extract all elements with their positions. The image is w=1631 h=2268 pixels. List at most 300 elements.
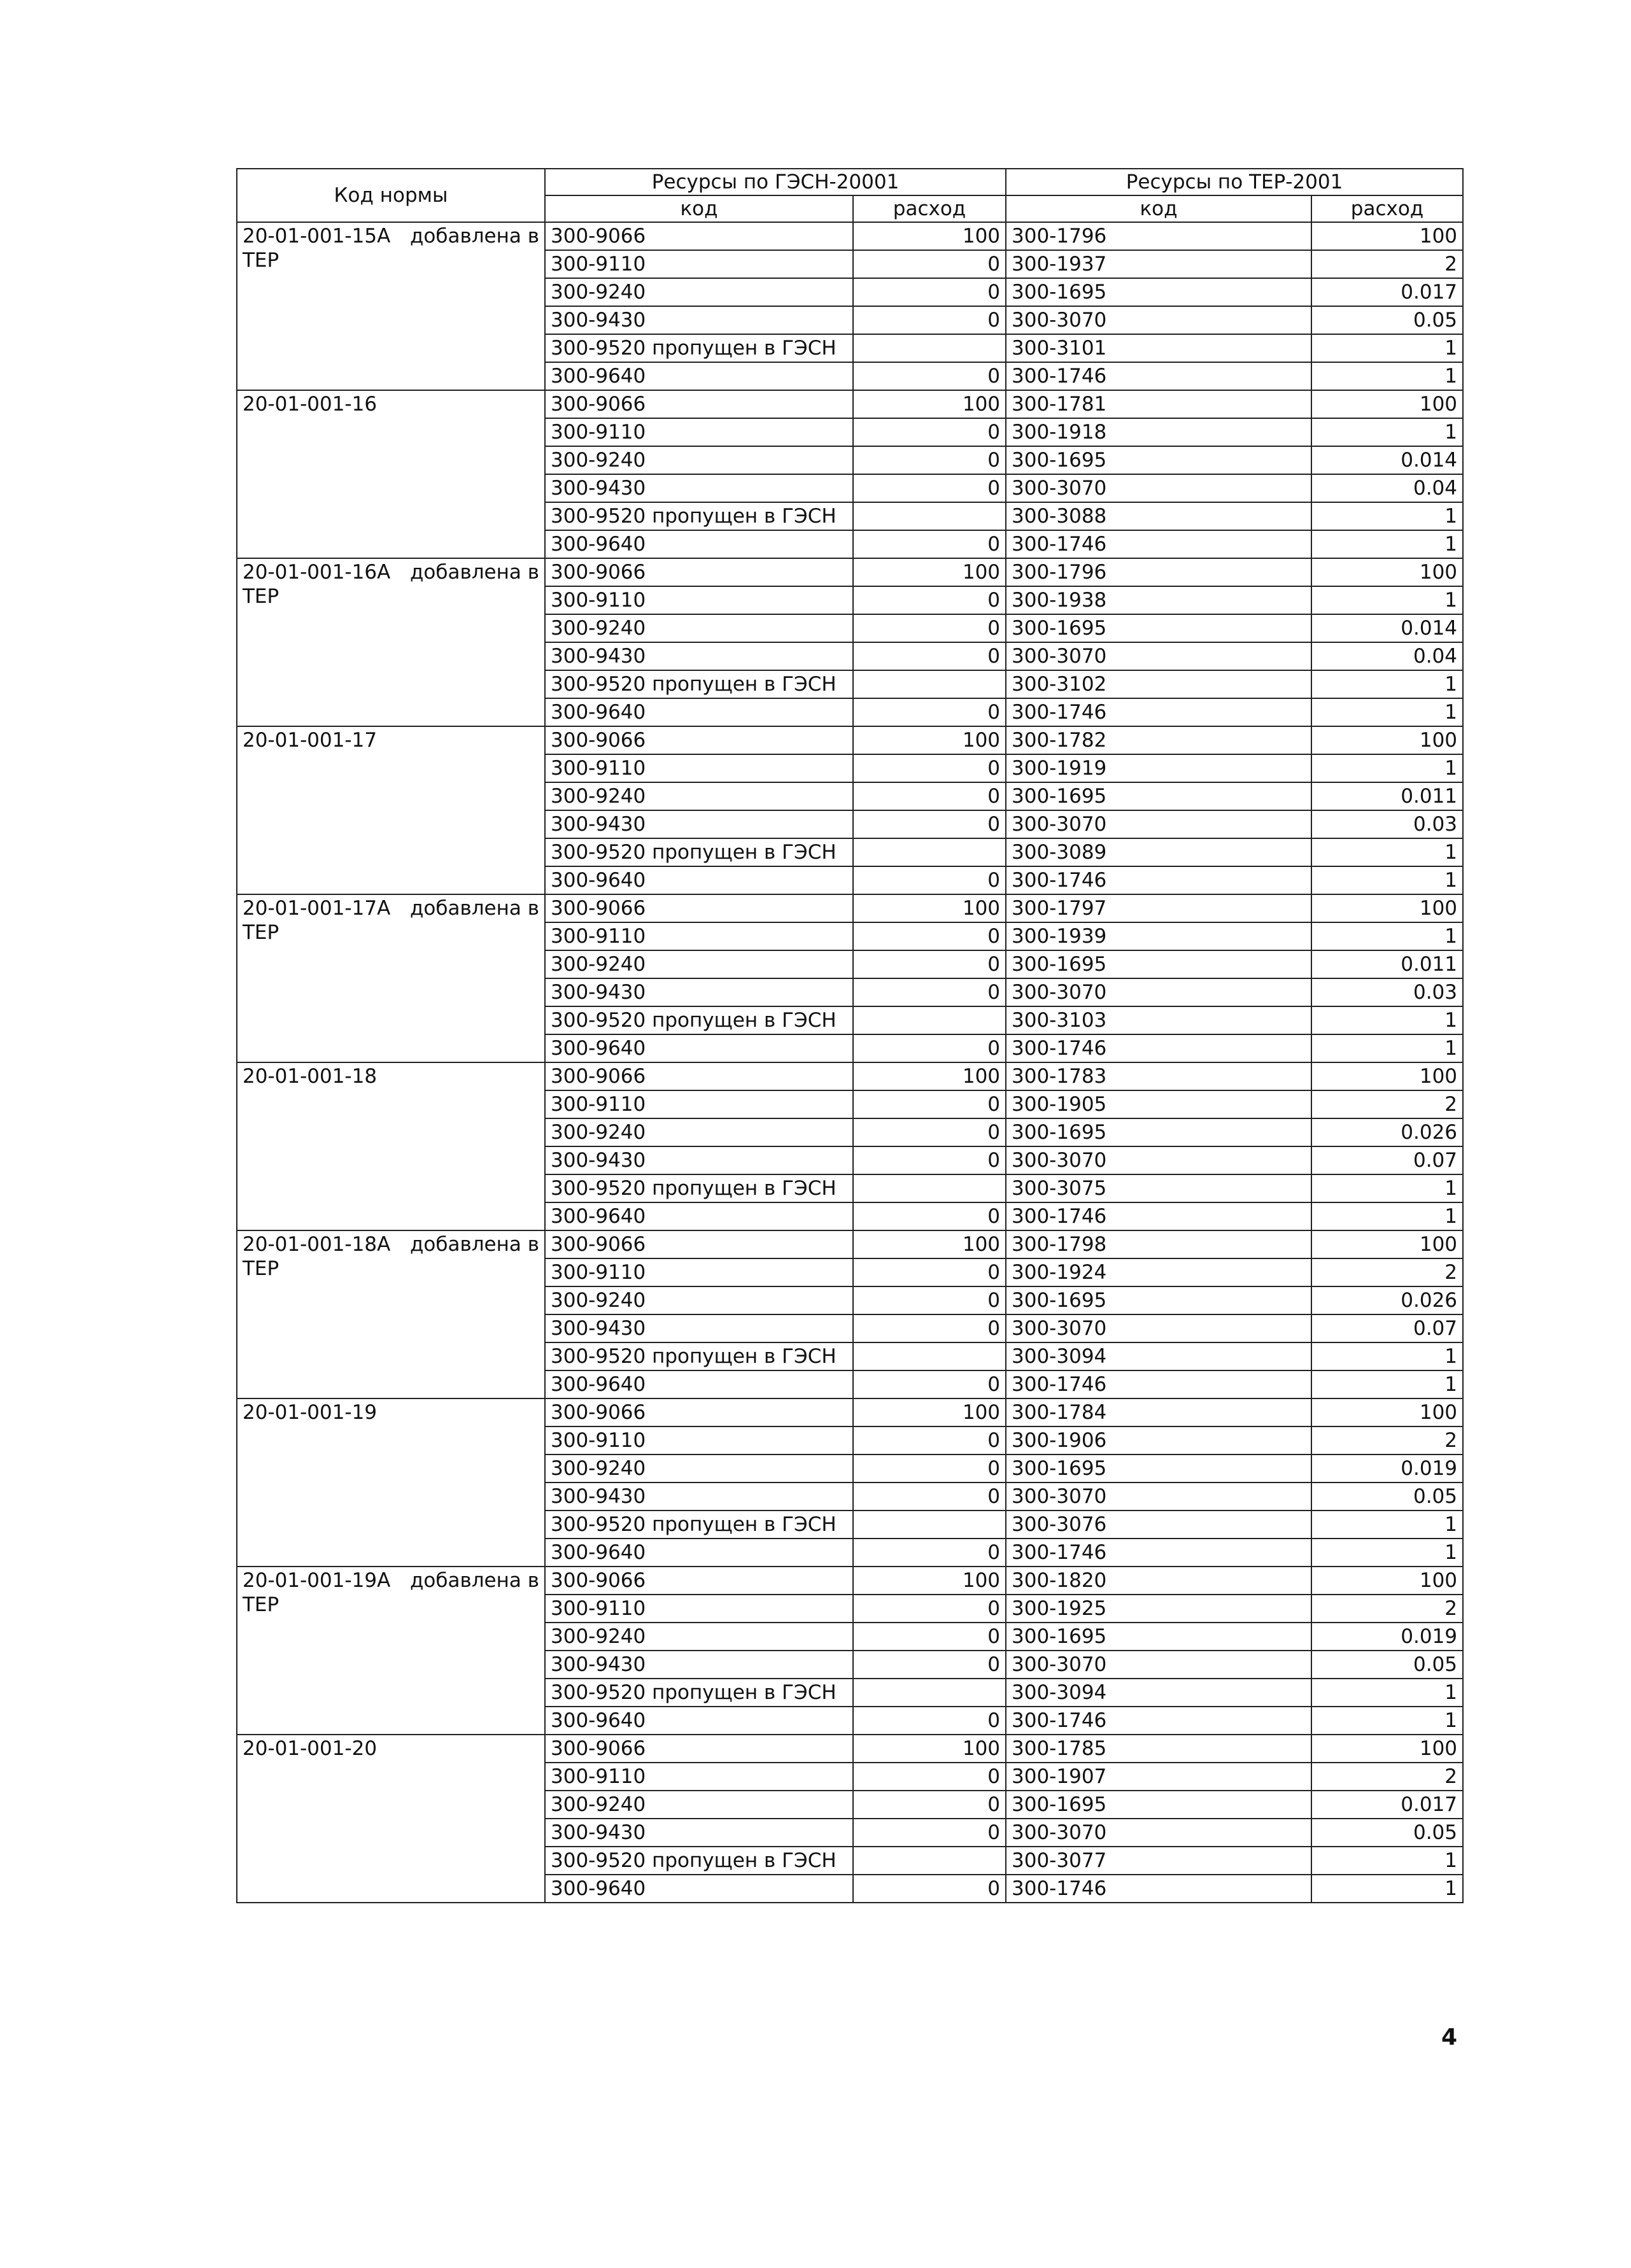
gesn-consumption-cell: 0 xyxy=(853,474,1006,502)
gesn-consumption-cell xyxy=(853,1679,1006,1707)
gesn-consumption-cell: 0 xyxy=(853,1202,1006,1230)
gesn-consumption-cell: 0 xyxy=(853,1370,1006,1398)
gesn-code-cell: 300-9640 xyxy=(545,530,853,558)
ter-consumption-cell: 1 xyxy=(1311,1679,1463,1707)
ter-code-cell: 300-3070 xyxy=(1006,1651,1311,1679)
gesn-consumption-cell: 0 xyxy=(853,810,1006,838)
ter-consumption-cell: 1 xyxy=(1311,1174,1463,1202)
norm-code: 20-01-001-20 xyxy=(243,1737,378,1760)
gesn-code-cell: 300-9240 xyxy=(545,1286,853,1314)
ter-code-cell: 300-3070 xyxy=(1006,306,1311,334)
gesn-code-cell: 300-9066 xyxy=(545,726,853,754)
gesn-consumption-cell: 0 xyxy=(853,1651,1006,1679)
gesn-code-cell: 300-9110 xyxy=(545,922,853,950)
norm-code-cell xyxy=(237,1230,545,1398)
gesn-consumption-cell: 0 xyxy=(853,250,1006,278)
gesn-consumption-cell: 0 xyxy=(853,1090,1006,1118)
table-row xyxy=(237,894,1463,922)
ter-consumption-cell: 2 xyxy=(1311,1595,1463,1623)
gesn-code-cell: 300-9110 xyxy=(545,418,853,446)
ter-consumption-cell: 100 xyxy=(1311,1735,1463,1763)
gesn-consumption-cell: 0 xyxy=(853,866,1006,894)
gesn-code-cell: 300-9640 xyxy=(545,1707,853,1735)
gesn-code-cell: 300-9640 xyxy=(545,866,853,894)
ter-code-cell: 300-1695 xyxy=(1006,446,1311,474)
gesn-code-cell: 300-9640 xyxy=(545,698,853,726)
ter-code-cell: 300-1937 xyxy=(1006,250,1311,278)
ter-consumption-cell: 0.019 xyxy=(1311,1454,1463,1483)
ter-consumption-cell: 1 xyxy=(1311,1202,1463,1230)
ter-code-cell: 300-3077 xyxy=(1006,1847,1311,1875)
norm-line xyxy=(243,560,539,584)
gesn-code-cell: 300-9640 xyxy=(545,1370,853,1398)
gesn-code-cell: 300-9066 xyxy=(545,1062,853,1090)
norm-line xyxy=(243,1736,539,1761)
ter-consumption-cell: 1 xyxy=(1311,1707,1463,1735)
ter-code-cell: 300-1782 xyxy=(1006,726,1311,754)
ter-code-cell: 300-1746 xyxy=(1006,698,1311,726)
gesn-consumption-cell xyxy=(853,838,1006,866)
ter-code-cell: 300-1798 xyxy=(1006,1230,1311,1258)
ter-code-cell: 300-1746 xyxy=(1006,1539,1311,1567)
ter-consumption-cell: 0.011 xyxy=(1311,950,1463,978)
gesn-consumption-cell: 0 xyxy=(853,1819,1006,1847)
norm-note: добавлена в xyxy=(409,561,539,584)
ter-code-cell: 300-1746 xyxy=(1006,530,1311,558)
gesn-code-cell: 300-9240 xyxy=(545,1791,853,1819)
gesn-consumption-cell: 0 xyxy=(853,698,1006,726)
gesn-code-cell: 300-9520 пропущен в ГЭСН xyxy=(545,1511,853,1539)
gesn-code-cell: 300-9240 xyxy=(545,614,853,642)
ter-consumption-cell: 0.05 xyxy=(1311,1483,1463,1511)
gesn-code-cell: 300-9110 xyxy=(545,1090,853,1118)
ter-consumption-cell: 0.05 xyxy=(1311,1819,1463,1847)
gesn-consumption-cell: 0 xyxy=(853,922,1006,950)
gesn-code-cell: 300-9240 xyxy=(545,782,853,810)
gesn-consumption-cell: 0 xyxy=(853,1595,1006,1623)
ter-code-cell: 300-1695 xyxy=(1006,1286,1311,1314)
header-ter-consumption: расход xyxy=(1311,195,1463,222)
norm-note: добавлена в xyxy=(409,225,539,248)
gesn-code-cell: 300-9066 xyxy=(545,1735,853,1763)
gesn-code-cell: 300-9430 xyxy=(545,1651,853,1679)
ter-consumption-cell: 0.03 xyxy=(1311,810,1463,838)
ter-code-cell: 300-1905 xyxy=(1006,1090,1311,1118)
gesn-code-cell: 300-9066 xyxy=(545,1230,853,1258)
norm-code: 20-01-001-19 xyxy=(243,1401,378,1424)
norm-line xyxy=(243,728,539,752)
norm-code-cell xyxy=(237,894,545,1062)
ter-code-cell: 300-1919 xyxy=(1006,754,1311,782)
gesn-consumption-cell: 100 xyxy=(853,1735,1006,1763)
gesn-consumption-cell: 0 xyxy=(853,1791,1006,1819)
gesn-code-cell: 300-9430 xyxy=(545,1146,853,1174)
gesn-code-cell: 300-9430 xyxy=(545,810,853,838)
gesn-code-cell: 300-9066 xyxy=(545,894,853,922)
ter-consumption-cell: 0.04 xyxy=(1311,642,1463,670)
header-ter-resources: Ресурсы по ТЕР-2001 xyxy=(1006,169,1463,195)
gesn-consumption-cell xyxy=(853,1511,1006,1539)
gesn-code-cell: 300-9640 xyxy=(545,1539,853,1567)
norm-code-cell xyxy=(237,1398,545,1567)
ter-code-cell: 300-1784 xyxy=(1006,1398,1311,1426)
ter-code-cell: 300-3089 xyxy=(1006,838,1311,866)
ter-code-cell: 300-1796 xyxy=(1006,558,1311,586)
ter-code-cell: 300-3094 xyxy=(1006,1342,1311,1370)
ter-consumption-cell: 0.026 xyxy=(1311,1286,1463,1314)
gesn-code-cell: 300-9066 xyxy=(545,390,853,418)
norm-code: 20-01-001-15А xyxy=(243,225,391,248)
ter-consumption-cell: 1 xyxy=(1311,418,1463,446)
gesn-consumption-cell: 0 xyxy=(853,1763,1006,1791)
ter-code-cell: 300-1797 xyxy=(1006,894,1311,922)
header-ter-code: код xyxy=(1006,195,1311,222)
gesn-consumption-cell: 0 xyxy=(853,418,1006,446)
ter-code-cell: 300-1695 xyxy=(1006,1454,1311,1483)
gesn-consumption-cell xyxy=(853,1342,1006,1370)
norm-line xyxy=(243,1568,539,1593)
gesn-consumption-cell: 100 xyxy=(853,1062,1006,1090)
gesn-code-cell: 300-9110 xyxy=(545,586,853,614)
gesn-code-cell: 300-9520 пропущен в ГЭСН xyxy=(545,838,853,866)
ter-consumption-cell: 1 xyxy=(1311,922,1463,950)
ter-code-cell: 300-1746 xyxy=(1006,1707,1311,1735)
table-row xyxy=(237,1062,1463,1090)
ter-code-cell: 300-1746 xyxy=(1006,1370,1311,1398)
ter-code-cell: 300-3070 xyxy=(1006,978,1311,1006)
ter-code-cell: 300-1796 xyxy=(1006,222,1311,250)
table-row xyxy=(237,390,1463,418)
ter-consumption-cell: 1 xyxy=(1311,530,1463,558)
ter-consumption-cell: 2 xyxy=(1311,1763,1463,1791)
table-header xyxy=(237,169,1463,222)
ter-code-cell: 300-3102 xyxy=(1006,670,1311,698)
gesn-code-cell: 300-9430 xyxy=(545,978,853,1006)
ter-consumption-cell: 2 xyxy=(1311,1090,1463,1118)
gesn-code-cell: 300-9110 xyxy=(545,1763,853,1791)
ter-consumption-cell: 0.014 xyxy=(1311,446,1463,474)
table-body xyxy=(237,222,1463,1903)
gesn-consumption-cell: 100 xyxy=(853,1398,1006,1426)
ter-consumption-cell: 1 xyxy=(1311,698,1463,726)
ter-code-cell: 300-3070 xyxy=(1006,642,1311,670)
header-gesn-consumption: расход xyxy=(853,195,1006,222)
ter-consumption-cell: 0.014 xyxy=(1311,614,1463,642)
gesn-consumption-cell: 0 xyxy=(853,586,1006,614)
ter-code-cell: 300-1938 xyxy=(1006,586,1311,614)
gesn-consumption-cell: 0 xyxy=(853,362,1006,390)
norm-code: 20-01-001-17А xyxy=(243,897,391,920)
header-gesn-code: код xyxy=(545,195,853,222)
ter-code-cell: 300-3101 xyxy=(1006,334,1311,362)
norm-line xyxy=(243,392,539,416)
norm-note: добавлена в xyxy=(409,897,539,920)
ter-consumption-cell: 1 xyxy=(1311,1539,1463,1567)
header-gesn-resources: Ресурсы по ГЭСН-20001 xyxy=(545,169,1006,195)
ter-code-cell: 300-1906 xyxy=(1006,1426,1311,1454)
ter-code-cell: 300-1939 xyxy=(1006,922,1311,950)
norm-note: добавлена в xyxy=(409,1569,539,1592)
gesn-code-cell: 300-9640 xyxy=(545,1875,853,1903)
ter-consumption-cell: 1 xyxy=(1311,754,1463,782)
ter-consumption-cell: 1 xyxy=(1311,1006,1463,1034)
ter-consumption-cell: 1 xyxy=(1311,502,1463,530)
gesn-consumption-cell: 100 xyxy=(853,222,1006,250)
ter-consumption-cell: 0.026 xyxy=(1311,1118,1463,1146)
ter-code-cell: 300-1746 xyxy=(1006,1034,1311,1062)
ter-consumption-cell: 1 xyxy=(1311,1875,1463,1903)
gesn-consumption-cell: 0 xyxy=(853,306,1006,334)
norm-code-cell xyxy=(237,1062,545,1230)
gesn-consumption-cell: 100 xyxy=(853,726,1006,754)
ter-consumption-cell: 0.04 xyxy=(1311,474,1463,502)
norm-code-cell xyxy=(237,558,545,726)
ter-consumption-cell: 100 xyxy=(1311,558,1463,586)
header-norm-code: Код нормы xyxy=(237,169,545,222)
norm-code-cell xyxy=(237,1735,545,1903)
ter-code-cell: 300-1785 xyxy=(1006,1735,1311,1763)
norm-line xyxy=(243,1400,539,1425)
gesn-consumption-cell: 0 xyxy=(853,1454,1006,1483)
gesn-code-cell: 300-9520 пропущен в ГЭСН xyxy=(545,1847,853,1875)
gesn-code-cell: 300-9240 xyxy=(545,1454,853,1483)
norm-code: 20-01-001-16А xyxy=(243,561,391,584)
norm-code-cell xyxy=(237,1567,545,1735)
ter-code-cell: 300-3070 xyxy=(1006,1146,1311,1174)
gesn-consumption-cell: 0 xyxy=(853,1286,1006,1314)
ter-consumption-cell: 1 xyxy=(1311,586,1463,614)
norm-code-cell xyxy=(237,726,545,894)
ter-consumption-cell: 1 xyxy=(1311,1342,1463,1370)
gesn-code-cell: 300-9110 xyxy=(545,250,853,278)
table-row xyxy=(237,1398,1463,1426)
gesn-code-cell: 300-9520 пропущен в ГЭСН xyxy=(545,1174,853,1202)
ter-consumption-cell: 0.07 xyxy=(1311,1146,1463,1174)
gesn-consumption-cell: 0 xyxy=(853,278,1006,306)
ter-consumption-cell: 100 xyxy=(1311,1398,1463,1426)
norm-note-line2: ТЕР xyxy=(243,249,279,272)
ter-code-cell: 300-3070 xyxy=(1006,1819,1311,1847)
norm-code: 20-01-001-17 xyxy=(243,729,378,752)
ter-consumption-cell: 0.03 xyxy=(1311,978,1463,1006)
ter-code-cell: 300-3070 xyxy=(1006,474,1311,502)
gesn-consumption-cell: 0 xyxy=(853,950,1006,978)
ter-consumption-cell: 2 xyxy=(1311,250,1463,278)
gesn-code-cell: 300-9430 xyxy=(545,1314,853,1342)
norm-line xyxy=(243,224,539,248)
gesn-code-cell: 300-9240 xyxy=(545,446,853,474)
gesn-code-cell: 300-9640 xyxy=(545,362,853,390)
ter-code-cell: 300-3094 xyxy=(1006,1679,1311,1707)
norm-code: 20-01-001-19А xyxy=(243,1569,391,1592)
gesn-consumption-cell xyxy=(853,334,1006,362)
ter-code-cell: 300-1695 xyxy=(1006,1623,1311,1651)
ter-consumption-cell: 1 xyxy=(1311,866,1463,894)
resource-mapping-table xyxy=(236,168,1464,1903)
gesn-code-cell: 300-9520 пропущен в ГЭСН xyxy=(545,1006,853,1034)
gesn-consumption-cell: 0 xyxy=(853,1034,1006,1062)
ter-code-cell: 300-1695 xyxy=(1006,1118,1311,1146)
norm-note-line2: ТЕР xyxy=(243,921,279,944)
gesn-code-cell: 300-9430 xyxy=(545,1819,853,1847)
gesn-code-cell: 300-9240 xyxy=(545,1118,853,1146)
gesn-code-cell: 300-9110 xyxy=(545,1595,853,1623)
ter-code-cell: 300-1695 xyxy=(1006,614,1311,642)
ter-code-cell: 300-3070 xyxy=(1006,1483,1311,1511)
ter-code-cell: 300-3103 xyxy=(1006,1006,1311,1034)
ter-consumption-cell: 100 xyxy=(1311,894,1463,922)
norm-code: 20-01-001-18А xyxy=(243,1233,391,1256)
norm-note-line2: ТЕР xyxy=(243,585,279,608)
norm-line xyxy=(243,1232,539,1257)
ter-consumption-cell: 1 xyxy=(1311,334,1463,362)
ter-code-cell: 300-1695 xyxy=(1006,278,1311,306)
gesn-code-cell: 300-9520 пропущен в ГЭСН xyxy=(545,502,853,530)
gesn-consumption-cell: 0 xyxy=(853,1707,1006,1735)
gesn-consumption-cell: 0 xyxy=(853,614,1006,642)
ter-consumption-cell: 100 xyxy=(1311,1062,1463,1090)
norm-code: 20-01-001-18 xyxy=(243,1065,378,1088)
ter-code-cell: 300-1907 xyxy=(1006,1763,1311,1791)
ter-consumption-cell: 1 xyxy=(1311,1034,1463,1062)
ter-code-cell: 300-1746 xyxy=(1006,362,1311,390)
ter-consumption-cell: 1 xyxy=(1311,362,1463,390)
gesn-code-cell: 300-9240 xyxy=(545,278,853,306)
gesn-code-cell: 300-9240 xyxy=(545,1623,853,1651)
gesn-consumption-cell: 0 xyxy=(853,1118,1006,1146)
gesn-code-cell: 300-9520 пропущен в ГЭСН xyxy=(545,1679,853,1707)
gesn-consumption-cell: 0 xyxy=(853,1623,1006,1651)
gesn-code-cell: 300-9066 xyxy=(545,1567,853,1595)
ter-code-cell: 300-1820 xyxy=(1006,1567,1311,1595)
gesn-consumption-cell: 0 xyxy=(853,782,1006,810)
table-row xyxy=(237,222,1463,250)
gesn-consumption-cell xyxy=(853,670,1006,698)
norm-code-cell xyxy=(237,390,545,558)
gesn-consumption-cell: 0 xyxy=(853,1146,1006,1174)
gesn-consumption-cell xyxy=(853,1174,1006,1202)
ter-consumption-cell: 1 xyxy=(1311,1847,1463,1875)
ter-consumption-cell: 0.019 xyxy=(1311,1623,1463,1651)
norm-line xyxy=(243,1064,539,1088)
norm-note-line2: ТЕР xyxy=(243,1593,279,1616)
ter-consumption-cell: 1 xyxy=(1311,1511,1463,1539)
ter-code-cell: 300-1695 xyxy=(1006,782,1311,810)
table-row xyxy=(237,1567,1463,1595)
gesn-code-cell: 300-9640 xyxy=(545,1202,853,1230)
gesn-consumption-cell xyxy=(853,1006,1006,1034)
ter-code-cell: 300-1746 xyxy=(1006,1875,1311,1903)
ter-consumption-cell: 1 xyxy=(1311,670,1463,698)
ter-code-cell: 300-1746 xyxy=(1006,866,1311,894)
norm-note: добавлена в xyxy=(409,1233,539,1256)
gesn-code-cell: 300-9110 xyxy=(545,1426,853,1454)
ter-code-cell: 300-1924 xyxy=(1006,1258,1311,1286)
gesn-code-cell: 300-9110 xyxy=(545,1258,853,1286)
ter-consumption-cell: 0.07 xyxy=(1311,1314,1463,1342)
norm-code: 20-01-001-16 xyxy=(243,393,378,416)
ter-code-cell: 300-3075 xyxy=(1006,1174,1311,1202)
ter-code-cell: 300-3070 xyxy=(1006,810,1311,838)
ter-consumption-cell: 100 xyxy=(1311,222,1463,250)
ter-code-cell: 300-1925 xyxy=(1006,1595,1311,1623)
gesn-consumption-cell: 0 xyxy=(853,1875,1006,1903)
page-number: 4 xyxy=(1441,2024,1458,2050)
ter-consumption-cell: 0.017 xyxy=(1311,1791,1463,1819)
table-row xyxy=(237,1230,1463,1258)
gesn-code-cell: 300-9520 пропущен в ГЭСН xyxy=(545,1342,853,1370)
ter-code-cell: 300-1783 xyxy=(1006,1062,1311,1090)
ter-consumption-cell: 100 xyxy=(1311,390,1463,418)
gesn-consumption-cell: 100 xyxy=(853,390,1006,418)
gesn-consumption-cell: 0 xyxy=(853,530,1006,558)
gesn-consumption-cell: 0 xyxy=(853,446,1006,474)
gesn-consumption-cell: 0 xyxy=(853,1426,1006,1454)
ter-consumption-cell: 100 xyxy=(1311,1567,1463,1595)
gesn-consumption-cell xyxy=(853,502,1006,530)
ter-consumption-cell: 1 xyxy=(1311,1370,1463,1398)
gesn-consumption-cell: 0 xyxy=(853,1539,1006,1567)
ter-consumption-cell: 0.05 xyxy=(1311,306,1463,334)
ter-consumption-cell: 0.017 xyxy=(1311,278,1463,306)
ter-code-cell: 300-3070 xyxy=(1006,1314,1311,1342)
gesn-consumption-cell: 100 xyxy=(853,1230,1006,1258)
gesn-consumption-cell: 100 xyxy=(853,558,1006,586)
gesn-code-cell: 300-9520 пропущен в ГЭСН xyxy=(545,670,853,698)
gesn-consumption-cell: 0 xyxy=(853,1483,1006,1511)
ter-consumption-cell: 0.05 xyxy=(1311,1651,1463,1679)
table-row xyxy=(237,558,1463,586)
gesn-code-cell: 300-9430 xyxy=(545,1483,853,1511)
ter-consumption-cell: 2 xyxy=(1311,1258,1463,1286)
gesn-code-cell: 300-9110 xyxy=(545,754,853,782)
norm-line xyxy=(243,896,539,920)
ter-consumption-cell: 100 xyxy=(1311,726,1463,754)
norm-code-cell xyxy=(237,222,545,390)
table-row xyxy=(237,726,1463,754)
norm-note-line2: ТЕР xyxy=(243,1257,279,1280)
ter-consumption-cell: 0.011 xyxy=(1311,782,1463,810)
ter-code-cell: 300-1695 xyxy=(1006,950,1311,978)
gesn-code-cell: 300-9430 xyxy=(545,306,853,334)
gesn-code-cell: 300-9240 xyxy=(545,950,853,978)
gesn-consumption-cell: 0 xyxy=(853,1314,1006,1342)
gesn-code-cell: 300-9520 пропущен в ГЭСН xyxy=(545,334,853,362)
gesn-consumption-cell: 0 xyxy=(853,754,1006,782)
table-row xyxy=(237,1735,1463,1763)
gesn-consumption-cell xyxy=(853,1847,1006,1875)
ter-consumption-cell: 2 xyxy=(1311,1426,1463,1454)
gesn-code-cell: 300-9430 xyxy=(545,474,853,502)
ter-consumption-cell: 100 xyxy=(1311,1230,1463,1258)
ter-code-cell: 300-1695 xyxy=(1006,1791,1311,1819)
gesn-code-cell: 300-9066 xyxy=(545,558,853,586)
ter-code-cell: 300-3076 xyxy=(1006,1511,1311,1539)
ter-consumption-cell: 1 xyxy=(1311,838,1463,866)
ter-code-cell: 300-1918 xyxy=(1006,418,1311,446)
gesn-consumption-cell: 0 xyxy=(853,1258,1006,1286)
gesn-consumption-cell: 0 xyxy=(853,978,1006,1006)
gesn-code-cell: 300-9066 xyxy=(545,1398,853,1426)
gesn-code-cell: 300-9066 xyxy=(545,222,853,250)
ter-code-cell: 300-1781 xyxy=(1006,390,1311,418)
gesn-consumption-cell: 100 xyxy=(853,1567,1006,1595)
ter-code-cell: 300-3088 xyxy=(1006,502,1311,530)
gesn-consumption-cell: 100 xyxy=(853,894,1006,922)
gesn-consumption-cell: 0 xyxy=(853,642,1006,670)
ter-code-cell: 300-1746 xyxy=(1006,1202,1311,1230)
gesn-code-cell: 300-9430 xyxy=(545,642,853,670)
